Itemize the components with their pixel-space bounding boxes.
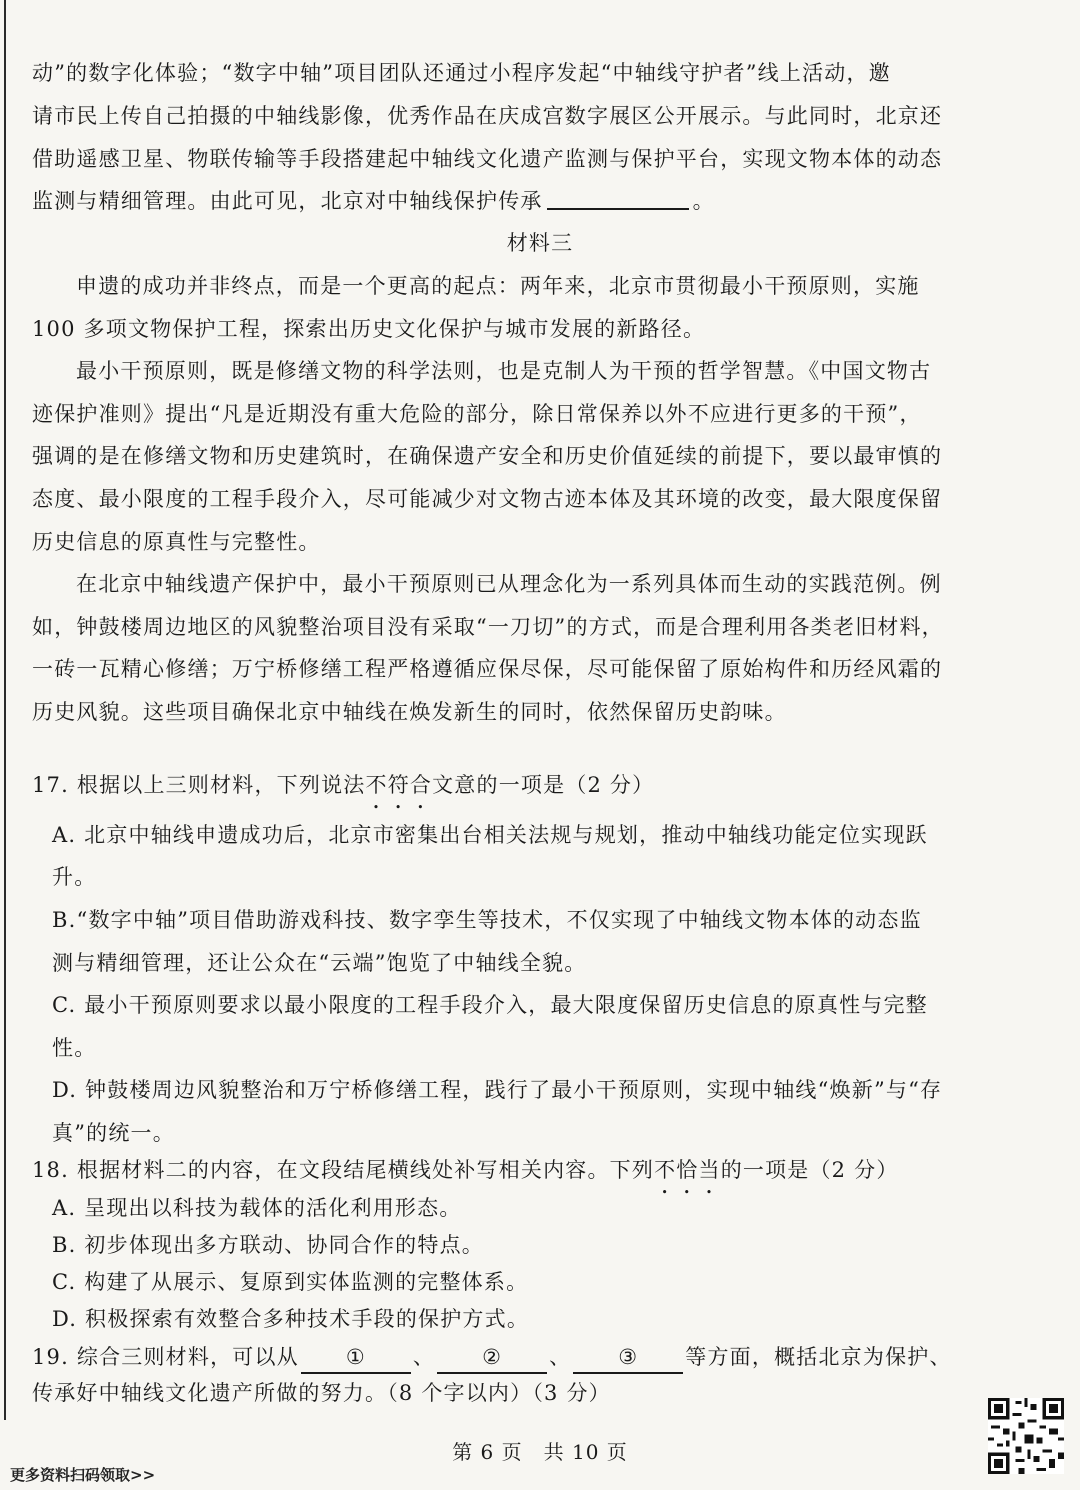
text-line: 请市民上传自己拍摄的中轴线影像，优秀作品在庆成宫数字展区公开展示。与此同时，北京还 [32,104,943,128]
answer-blank[interactable] [547,188,689,210]
text-line: 迹保护准则》提出“凡是近期没有重大危险的部分，除日常保养以外不应进行更多的干预”， [32,402,922,426]
question-19-stem [32,1342,952,1374]
answer-blank-3[interactable]: ③ [573,1342,683,1374]
text-line: 最小干预原则，既是修缮文物的科学法则，也是克制人为干预的哲学智慧。《中国文物古 [76,359,932,383]
stem-text: 的一项是（2 分） [720,1158,899,1182]
text-line: 一砖一瓦精心修缮；万宁桥修缮工程严格遵循应保尽保，尽可能保留了原始构件和历经风霜的 [32,657,943,681]
option-a-cont: 升。 [52,865,97,889]
qr-code-icon[interactable] [988,1398,1064,1474]
answer-blank-1[interactable]: ① [301,1342,411,1374]
page-number: 第 6 页 共 10 页 [452,1440,628,1464]
emphasis-char: 恰 [676,1158,699,1182]
binding-rule [4,0,6,1420]
option-c[interactable]: C. 最小干预原则要求以最小限度的工程手段介入，最大限度保留历史信息的原真性与完整 [52,993,928,1017]
stem-text: 18. 根据材料二的内容，在文段结尾横线处补写相关内容。下列 [32,1158,655,1182]
option-a[interactable]: A. 呈现出以科技为载体的活化利用形态。 [52,1196,462,1220]
option-d-cont: 真”的统一。 [52,1121,175,1145]
text-line [32,186,940,216]
text-line: 申遗的成功并非终点，而是一个更高的起点：两年来，北京市贯彻最小干预原则，实施 [76,274,920,298]
option-a[interactable]: A. 北京中轴线申遗成功后，北京市密集出台相关法规与规划，推动中轴线功能定位实现跃 [52,823,928,847]
text-line: 强调的是在修缮文物和历史建筑时，在确保遗产安全和历史价值延续的前提下，要以最审慎的 [32,444,943,468]
emphasis-char: 符 [387,773,410,797]
question-17-stem [32,770,940,800]
separator: 、 [412,1345,436,1369]
option-d[interactable]: D. 钟鼓楼周边风貌整治和万宁桥修缮工程，践行了最小干预原则，实现中轴线“焕新”与“存 [52,1078,943,1102]
option-c[interactable]: C. 构建了从展示、复原到实体监测的完整体系。 [52,1270,529,1294]
stem-text: 17. 根据以上三则材料，下列说法 [32,773,366,797]
stem-text: 等方面，概括北京为保护、 [685,1345,952,1369]
text-line: 如，钟鼓楼周边地区的风貌整治项目没有采取“一刀切”的方式，而是合理利用各类老旧材料， [32,615,944,639]
stem-text: 文意的一项是（2 分） [432,773,655,797]
emphasis-char: 不 [365,773,388,797]
stem-text: 19. 综合三则材料，可以从 [32,1345,299,1369]
option-b[interactable]: B.“数字中轴”项目借助游戏科技、数字孪生等技术，不仅实现了中轴线文物本体的动态监 [52,908,922,932]
option-d[interactable]: D. 积极探索有效整合多种技术手段的保护方式。 [52,1307,530,1331]
text-line: 历史风貌。这些项目确保北京中轴线在焕发新生的同时，依然保留历史韵味。 [32,700,787,724]
emphasis-char: 不 [654,1158,677,1182]
emphasis-char: 合 [409,773,433,797]
more-resources-link[interactable]: 更多资料扫码领取>> [10,1466,156,1484]
option-c-cont: 性。 [52,1036,97,1060]
answer-blank-2[interactable]: ② [437,1342,547,1374]
text-line: 100 多项文物保护工程，探索出历史文化保护与城市发展的新路径。 [32,317,706,341]
text-line: 借助遥感卫星、物联传输等手段搭建起中轴线文化遗产监测与保护平台，实现文物本体的动态 [32,147,943,171]
question-18-stem [32,1155,940,1185]
option-b[interactable]: B. 初步体现出多方联动、协同合作的特点。 [52,1233,484,1257]
text-line: 动”的数字化体验；“数字中轴”项目团队还通过小程序发起“中轴线守护者”线上活动，邀 [32,61,891,85]
text-line: 传承好中轴线文化遗产所做的努力。（8 个字以内）（3 分） [32,1381,611,1405]
separator: 、 [549,1345,572,1369]
text-line: 态度、最小限度的工程手段介入，尽可能减少对文物古迹本体及其环境的改变，最大限度保留 [32,487,943,511]
emphasis-char: 当 [698,1158,721,1182]
text-segment: 监测与精细管理。由此可见，北京对中轴线保护传承 [32,189,543,213]
text-line: 在北京中轴线遗产保护中，最小干预原则已从理念化为一系列具体而生动的实践范例。例 [76,572,942,596]
text-line: 历史信息的原真性与完整性。 [32,530,321,554]
text-segment: 。 [692,189,715,213]
option-b-cont: 测与精细管理，还让公众在“云端”饱览了中轴线全貌。 [52,951,587,975]
section-title: 材料三 [506,231,574,255]
